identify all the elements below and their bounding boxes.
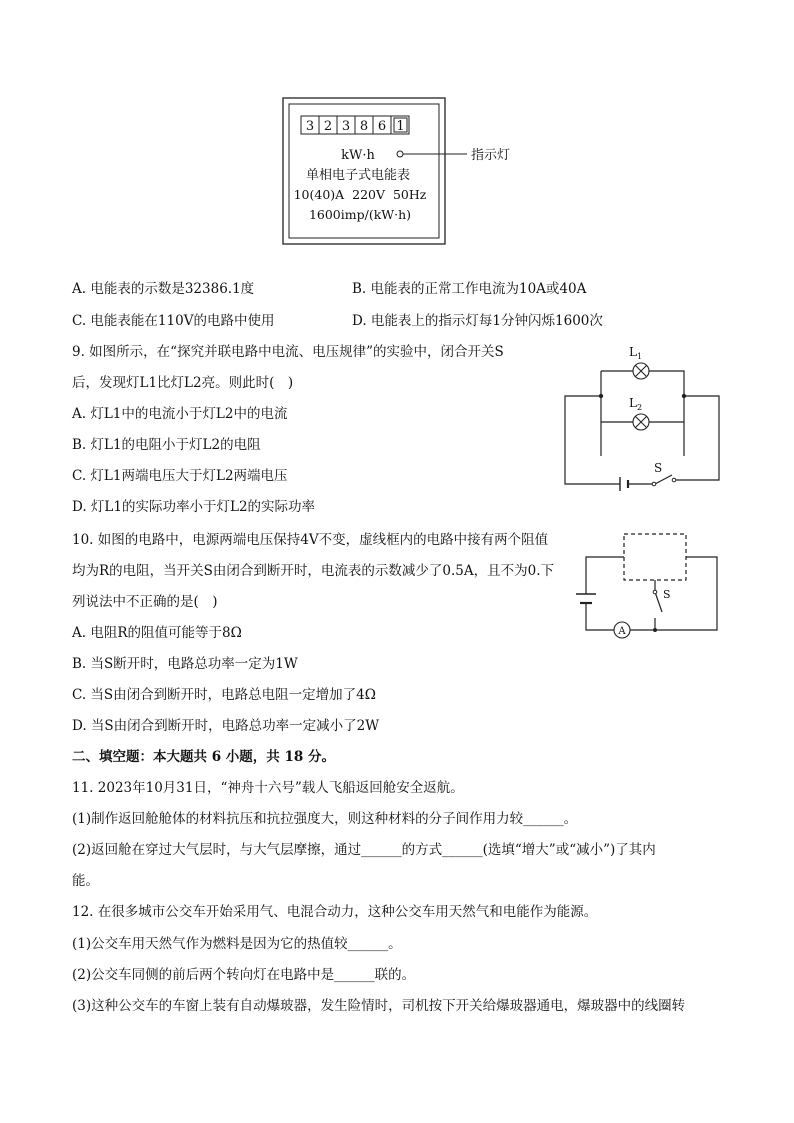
q9-option-a: A. 灯L1中的电流小于灯L2中的电流: [72, 406, 288, 422]
q10-switch-blade: [655, 592, 662, 612]
q10-option-c: C. 当S由闭合到断开时，电路总电阻一定增加了4Ω: [72, 687, 376, 703]
q9-option-c: C. 灯L1两端电压大于灯L2两端电压: [72, 468, 288, 484]
electric-meter-figure: [270, 92, 530, 252]
junction-dot: [653, 628, 657, 632]
meter-rating: 10(40)A 220V 50Hz: [293, 187, 427, 202]
meter-digit-window: [301, 116, 409, 134]
lamp-l2-label: $L_2$: [629, 396, 643, 412]
dashed-resistor-box: [624, 534, 686, 580]
junction-dot: [682, 394, 686, 398]
meter-digit: 3: [341, 119, 351, 134]
q10-option-b: B. 当S断开时，电路总功率一定为1W: [72, 656, 298, 672]
q8-option-c: C. 电能表能在110V的电路中使用: [72, 313, 275, 329]
lamp-l1-icon: [633, 363, 649, 379]
q11-stem: 11. 2023年10月31日，“神舟十六号”载人飞船返回舱安全返航。: [72, 780, 464, 796]
q10-switch-contact: [653, 590, 657, 594]
ammeter-label: A: [618, 626, 626, 637]
meter-digit: 8: [359, 119, 369, 134]
q10-circuit-wire: [586, 557, 717, 630]
q10-switch-label: S: [663, 588, 671, 601]
q10-stem-line-1: 10. 如图的电路中，电源两端电压保持4V不变，虚线框内的电路中接有两个阻值: [72, 532, 549, 548]
switch-contact: [652, 482, 656, 486]
meter-name: 单相电子式电能表: [305, 168, 411, 183]
meter-digit: 6: [377, 119, 387, 134]
q12-part-3: (3)这种公交车的车窗上装有自动爆玻器，发生险情时，司机按下开关给爆玻器通电，爆玻器中的线圈转: [72, 998, 686, 1014]
q8-option-b: B. 电能表的正常工作电流为10A或40A: [352, 281, 587, 297]
junction-dot: [599, 394, 603, 398]
q8-option-a: A. 电能表的示数是32386.1度: [72, 281, 255, 297]
q12-stem: 12. 在很多城市公交车开始采用气、电混合动力，这种公交车用天然气和电能作为能源。: [72, 904, 598, 920]
indicator-light-icon: [397, 151, 403, 157]
q10-option-a: A. 电阻R的阻值可能等于8Ω: [72, 625, 242, 641]
q9-parallel-circuit-diagram: [558, 340, 728, 495]
q9-option-d: D. 灯L1的实际功率小于灯L2的实际功率: [72, 499, 316, 515]
meter-constant: 1600imp/(kW·h): [308, 207, 412, 222]
lamp-l1-label: $L_1$: [629, 345, 643, 361]
meter-unit: kW·h: [341, 148, 375, 163]
q11-part-2-cont: 能。: [72, 873, 99, 889]
q10-circuit-diagram: [568, 528, 728, 648]
lamp-l2-icon: [633, 414, 649, 430]
q9-switch-blade: [655, 475, 672, 484]
q9-stem-line-2: 后，发现灯L1比灯L2亮。则此时( ): [72, 375, 294, 391]
indicator-label: 指示灯: [471, 148, 511, 163]
q11-part-2: (2)返回舱在穿过大气层时，与大气层摩擦，通过______的方式______(选填“增大”或“减小”)了其内: [72, 842, 656, 858]
meter-digit: 2: [323, 119, 333, 134]
section-2-title: 二、填空题：本大题共 6 小题，共 18 分。: [72, 749, 335, 765]
q9-switch-label: S: [654, 461, 663, 475]
q9-option-b: B. 灯L1的电阻小于灯L2的电阻: [72, 437, 261, 453]
meter-digit: 3: [305, 119, 315, 134]
q10-stem-line-3: 列说法中不正确的是( ): [72, 594, 218, 610]
q11-part-1: (1)制作返回舱舱体的材料抗压和抗拉强度大，则这种材料的分子间作用力较______。: [72, 811, 578, 827]
q10-option-d: D. 当S由闭合到断开时，电路总功率一定减小了2W: [72, 718, 380, 734]
q12-part-2: (2)公交车同侧的前后两个转向灯在电路中是______联的。: [72, 967, 416, 983]
q8-option-d: D. 电能表上的指示灯每1分钟闪烁1600次: [352, 313, 603, 329]
q12-part-1: (1)公交车用天然气作为燃料是因为它的热值较______。: [72, 936, 402, 952]
q10-stem-line-2: 均为R的电阻，当开关S由闭合到断开时，电流表的示数减少了0.5A，且不为0.下: [72, 563, 555, 579]
q9-stem-line-1: 9. 如图所示，在“探究并联电路中电流、电压规律”的实验中，闭合开关S: [72, 344, 504, 360]
switch-contact: [672, 478, 676, 482]
meter-digit-decimal: 1: [396, 119, 405, 134]
